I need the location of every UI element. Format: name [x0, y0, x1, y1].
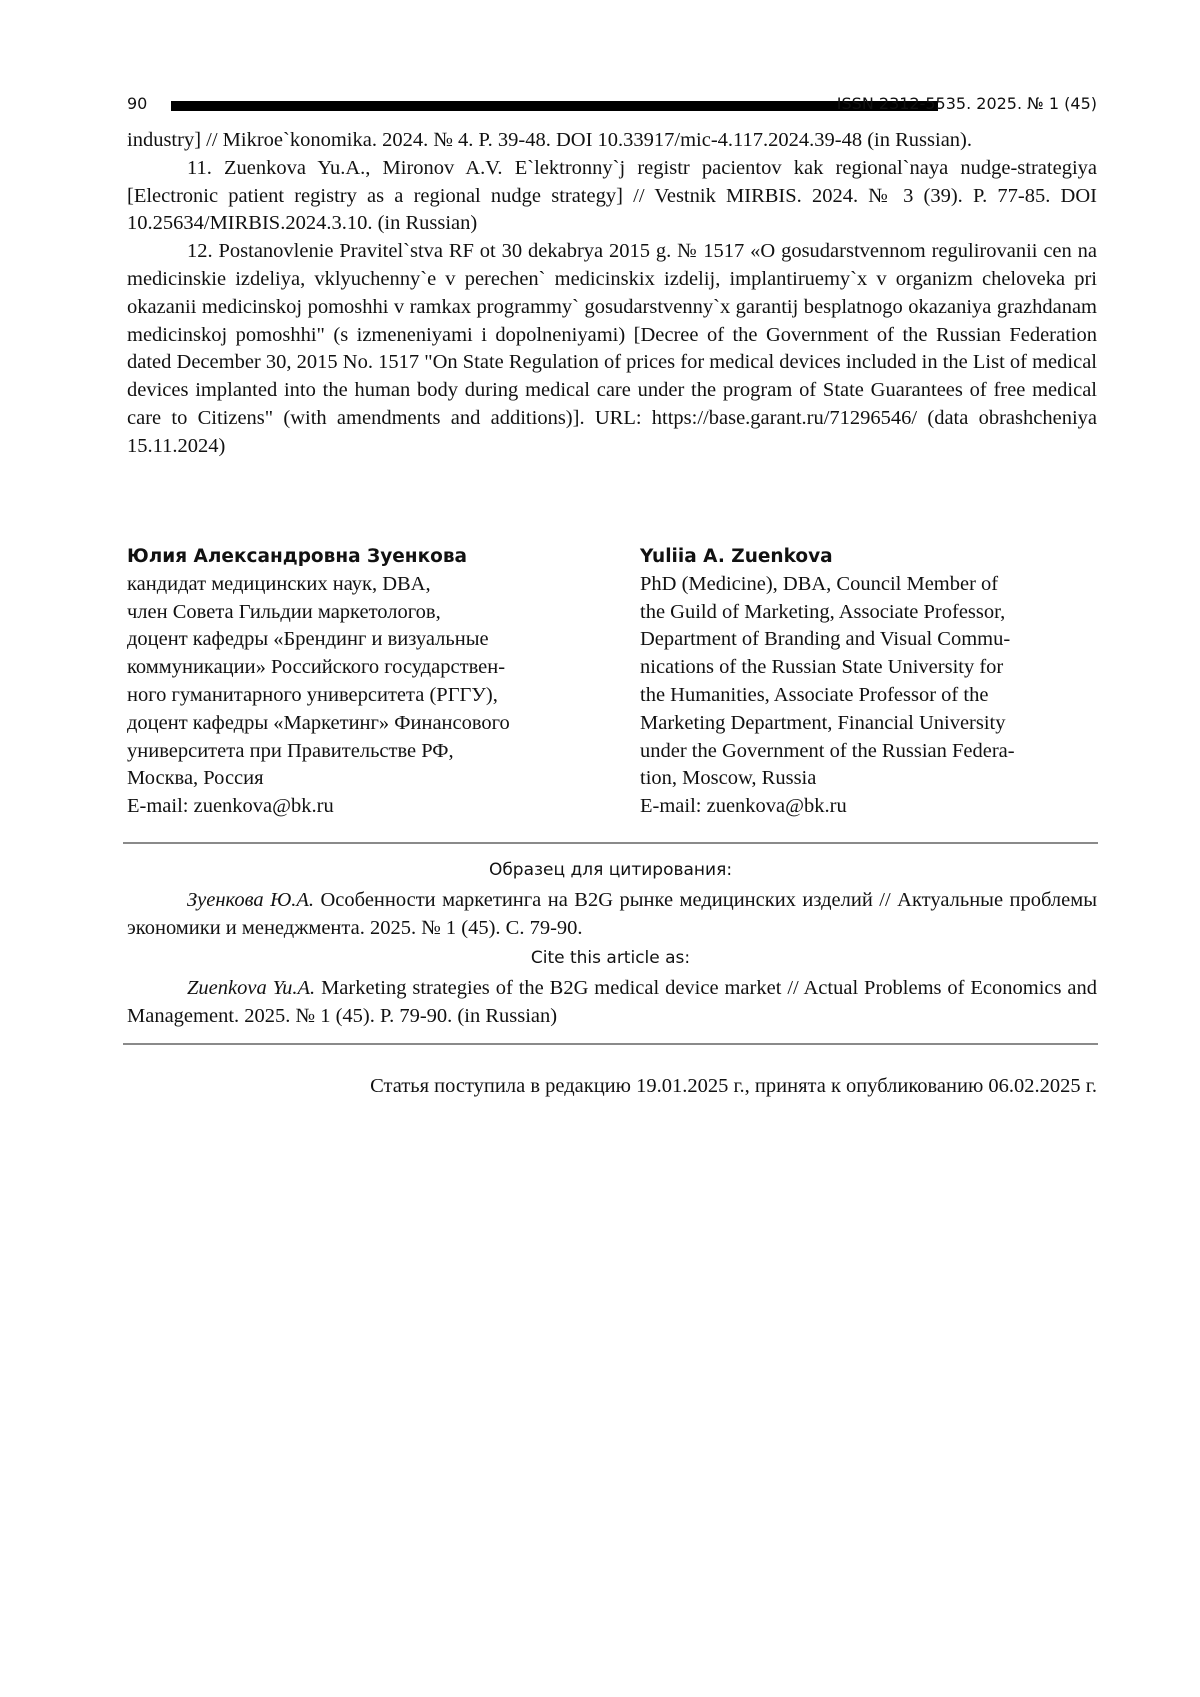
citation-heading-ru: Образец для цитирования: [488, 860, 733, 880]
reference-10-tail: industry] // Mikroe`konomika. 2024. № 4. P. 39-48. DOI 10.33917/mic-4.117.2024.39-48 (in Russian). [127, 129, 973, 151]
citation-text-ru: Особенности маркетинга на B2G рынке медицинских изделий // Актуальные проблемы экономики и менеджмента. 2025. № 1 (45). С. 79-90. [127, 889, 1097, 939]
author-en-line: Department of Branding and Visual Commu- [640, 628, 1011, 651]
author-name-ru: Юлия Александровна Зуенкова [127, 546, 468, 567]
author-ru-line: ного гуманитарного университета (РГГУ), [127, 683, 498, 706]
author-en-line: the Humanities, Associate Professor of the [640, 683, 989, 706]
citation-heading-en: Cite this article as: [530, 948, 691, 968]
author-name-en: Yuliia A. Zuenkova [640, 546, 833, 567]
author-ru-line: университета при Правительстве РФ, [127, 739, 454, 762]
reference-12: 12. Postanovlenie Pravitel`stva RF ot 30 dekabrya 2015 g. № 1517 «O gosudarstvennom regulirovanii cen na medicinskie izdeliya, vklyuchenny`e v perechen` medicinskix izdelij, implantiruemy`x v organizm cheloveka pri okazanii medicinskoj pomoshhi v ramkax programmy` gosudarstvenny`x garantij besplatnogo okazaniya grazhdanam medicinskoj pomoshhi" (s izmeneniyami i dopolneniyami) [Decree of the Government of the Russian Federation dated December 30, 2015 No. 1517 "On State Regulation of prices for medical devices included in the List of medical devices implanted into the human body during medical care under the program of State Guarantees of free medical care to Citizens" (with amendments and additions)]. URL: https://base.garant.ru/71296546/ (data obrashcheniya 15.11.2024) [127, 240, 1097, 457]
author-email-ru: E-mail: zuenkova@bk.ru [127, 795, 334, 818]
author-ru-line: доцент кафедры «Маркетинг» Финансового [127, 711, 510, 734]
author-en-line: Marketing Department, Financial University [640, 711, 1006, 734]
author-info-en [640, 543, 1100, 821]
author-info-ru [127, 543, 597, 821]
received-date: Статья поступила в редакцию 19.01.2025 г., принята к опубликованию 06.02.2025 г. [370, 1075, 1097, 1097]
author-ru-line: кандидат медицинских наук, DBA, [127, 572, 431, 595]
author-en-line: tion, Moscow, Russia [640, 767, 817, 790]
author-en-line: the Guild of Marketing, Associate Professor, [640, 600, 1006, 623]
citation-author-en: Zuenkova Yu.A. [187, 977, 316, 999]
author-en-line: under the Government of the Russian Federa- [640, 739, 1015, 762]
header-rule [171, 101, 938, 111]
citation-top-rule [123, 842, 1098, 844]
author-ru-line: член Совета Гильдии маркетологов, [127, 600, 441, 623]
journal-issue: ISSN 2312-5535. 2025. № 1 (45) [836, 94, 1097, 113]
citation-bottom-rule [123, 1043, 1098, 1045]
reference-list [127, 127, 1097, 461]
author-en-line: PhD (Medicine), DBA, Council Member of [640, 572, 999, 595]
author-ru-line: доцент кафедры «Брендинг и визуальные [127, 628, 489, 651]
citation-author-ru: Зуенкова Ю.А. [187, 889, 315, 911]
citation-text-en: Marketing strategies of the B2G medical device market // Actual Problems of Economics and Management. 2025. № 1 (45). P. 79-90. (in Russian) [127, 977, 1097, 1027]
author-en-line: nications of the Russian State University for [640, 656, 1004, 679]
author-ru-line: коммуникации» Российского государствен- [127, 656, 506, 679]
citation-en [127, 975, 1097, 1031]
author-ru-line: Москва, Россия [127, 767, 264, 790]
reference-11: 11. Zuenkova Yu.A., Mironov A.V. E`lektronny`j registr pacientov kak regional`naya nudge-strategiya [Electronic patient registry as a regional nudge strategy] // Vestnik MIRBIS. 2024. № 3 (39). P. 77-85. DOI 10.25634/MIRBIS.2024.3.10. (in Russian) [127, 156, 1097, 235]
page-number: 90 [127, 94, 148, 113]
running-header [127, 94, 1097, 118]
author-email-en: E-mail: zuenkova@bk.ru [640, 795, 847, 818]
citation-ru [127, 887, 1097, 943]
